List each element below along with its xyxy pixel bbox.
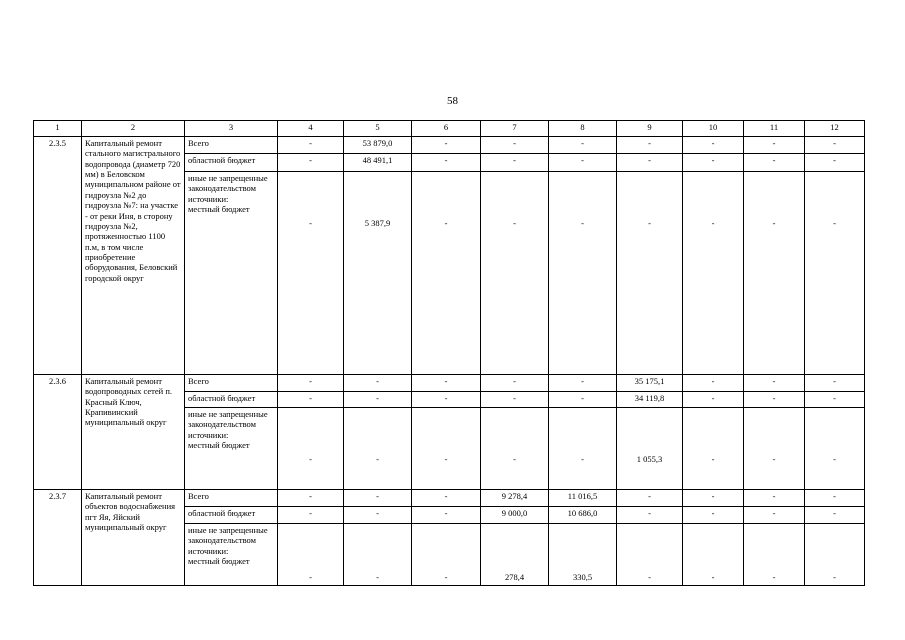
value-cell: - — [744, 490, 805, 507]
column-number-row — [34, 121, 865, 137]
source-regional-label: областной бюджет — [185, 392, 278, 408]
value-cell: - — [412, 375, 481, 392]
value-cell: - — [344, 392, 412, 408]
value-cell: - — [412, 154, 481, 172]
item-code: 2.3.6 — [34, 375, 82, 490]
table-row — [34, 375, 865, 392]
column-number: 3 — [185, 121, 278, 137]
value-cell: 48 491,1 — [344, 154, 412, 172]
value-cell: - — [549, 172, 617, 375]
value-cell: - — [412, 524, 481, 586]
source-other-cell — [185, 524, 278, 586]
value-cell: - — [617, 154, 683, 172]
value-cell: - — [481, 392, 549, 408]
item-name: Капитальный ремонт объектов водоснабжения пгт Яя, Яйский муниципальный округ — [82, 490, 185, 586]
column-number: 7 — [481, 121, 549, 137]
item-code: 2.3.7 — [34, 490, 82, 586]
value-cell: - — [805, 408, 865, 490]
value-cell: - — [617, 507, 683, 524]
value-cell: - — [549, 408, 617, 490]
value-cell: - — [805, 392, 865, 408]
value-cell: - — [683, 408, 744, 490]
value-cell: - — [481, 154, 549, 172]
value-cell: - — [683, 154, 744, 172]
value-cell: - — [344, 507, 412, 524]
value-cell: - — [549, 154, 617, 172]
value-cell: 9 000,0 — [481, 507, 549, 524]
value-cell: - — [481, 408, 549, 490]
value-cell: - — [805, 172, 865, 375]
value-cell: - — [278, 137, 344, 154]
value-cell: - — [805, 507, 865, 524]
value-cell: - — [683, 392, 744, 408]
value-cell: - — [744, 524, 805, 586]
value-cell: - — [744, 392, 805, 408]
value-cell: - — [683, 490, 744, 507]
table-row — [34, 490, 865, 507]
value-cell: 5 387,9 — [344, 172, 412, 375]
value-cell: - — [344, 375, 412, 392]
value-cell: 330,5 — [549, 524, 617, 586]
item-name: Капитальный ремонт водопроводных сетей п. Красный Ключ, Крапивинский муниципальный округ — [82, 375, 185, 490]
value-cell: - — [481, 172, 549, 375]
value-cell: - — [278, 154, 344, 172]
column-number: 10 — [683, 121, 744, 137]
value-cell: 9 278,4 — [481, 490, 549, 507]
source-regional-label: областной бюджет — [185, 507, 278, 524]
value-cell: - — [549, 392, 617, 408]
value-cell: - — [278, 524, 344, 586]
item-code: 2.3.5 — [34, 137, 82, 375]
source-other-label: иные не запрещенные законодательством источники: — [188, 409, 268, 440]
value-cell: - — [617, 137, 683, 154]
value-cell: - — [278, 507, 344, 524]
value-cell: - — [744, 172, 805, 375]
value-cell: - — [744, 408, 805, 490]
value-cell: - — [805, 137, 865, 154]
value-cell: 35 175,1 — [617, 375, 683, 392]
column-number: 8 — [549, 121, 617, 137]
value-cell: - — [412, 172, 481, 375]
value-cell: - — [617, 172, 683, 375]
value-cell: - — [744, 507, 805, 524]
value-cell: - — [744, 375, 805, 392]
value-cell: - — [278, 375, 344, 392]
value-cell: - — [481, 137, 549, 154]
source-other-cell — [185, 408, 278, 490]
value-cell: - — [344, 408, 412, 490]
value-cell: - — [617, 490, 683, 507]
value-cell: - — [683, 507, 744, 524]
value-cell: - — [805, 490, 865, 507]
value-cell: - — [683, 172, 744, 375]
value-cell: - — [278, 490, 344, 507]
item-name: Капитальный ремонт стального магистрального водопровода (диаметр 720 мм) в Беловском муниципальном районе от гидроузла №2 до гидроузла №7: на участке - от реки Иня, в сторону гидроузла №2, протяженностью 1100 п.м, в том числе приобретение оборудования, Беловский городской округ — [82, 137, 185, 375]
value-cell: - — [412, 490, 481, 507]
value-cell: 10 686,0 — [549, 507, 617, 524]
source-local-label: местный бюджет — [188, 440, 250, 451]
value-cell: - — [683, 524, 744, 586]
value-cell: - — [805, 524, 865, 586]
value-cell: - — [344, 524, 412, 586]
value-cell: - — [805, 154, 865, 172]
source-other-label: иные не запрещенные законодательством источники: — [188, 173, 268, 204]
value-cell: - — [617, 524, 683, 586]
source-total-label: Всего — [185, 375, 278, 392]
source-other-label: иные не запрещенные законодательством источники: — [188, 525, 268, 556]
source-local-label: местный бюджет — [188, 204, 250, 215]
value-cell: - — [278, 408, 344, 490]
value-cell: - — [805, 375, 865, 392]
column-number: 2 — [82, 121, 185, 137]
value-cell: - — [412, 408, 481, 490]
column-number: 12 — [805, 121, 865, 137]
value-cell: - — [744, 154, 805, 172]
column-number: 5 — [344, 121, 412, 137]
value-cell: - — [344, 490, 412, 507]
source-local-label: местный бюджет — [188, 556, 250, 567]
value-cell: 278,4 — [481, 524, 549, 586]
value-cell: - — [683, 375, 744, 392]
page-number: 58 — [447, 95, 458, 107]
value-cell: - — [412, 507, 481, 524]
value-cell: 34 119,8 — [617, 392, 683, 408]
value-cell: - — [412, 392, 481, 408]
column-number: 9 — [617, 121, 683, 137]
value-cell: - — [278, 172, 344, 375]
value-cell: - — [278, 392, 344, 408]
column-number: 6 — [412, 121, 481, 137]
value-cell: 1 055,3 — [617, 408, 683, 490]
table-row — [34, 137, 865, 154]
source-total-label: Всего — [185, 490, 278, 507]
source-total-label: Всего — [185, 137, 278, 154]
value-cell: - — [549, 375, 617, 392]
value-cell: 53 879,0 — [344, 137, 412, 154]
value-cell: - — [683, 137, 744, 154]
value-cell: - — [549, 137, 617, 154]
source-regional-label: областной бюджет — [185, 154, 278, 172]
value-cell: 11 016,5 — [549, 490, 617, 507]
column-number: 11 — [744, 121, 805, 137]
column-number: 4 — [278, 121, 344, 137]
source-other-cell — [185, 172, 278, 375]
value-cell: - — [481, 375, 549, 392]
budget-table — [33, 120, 865, 586]
value-cell: - — [744, 137, 805, 154]
value-cell: - — [412, 137, 481, 154]
column-number: 1 — [34, 121, 82, 137]
